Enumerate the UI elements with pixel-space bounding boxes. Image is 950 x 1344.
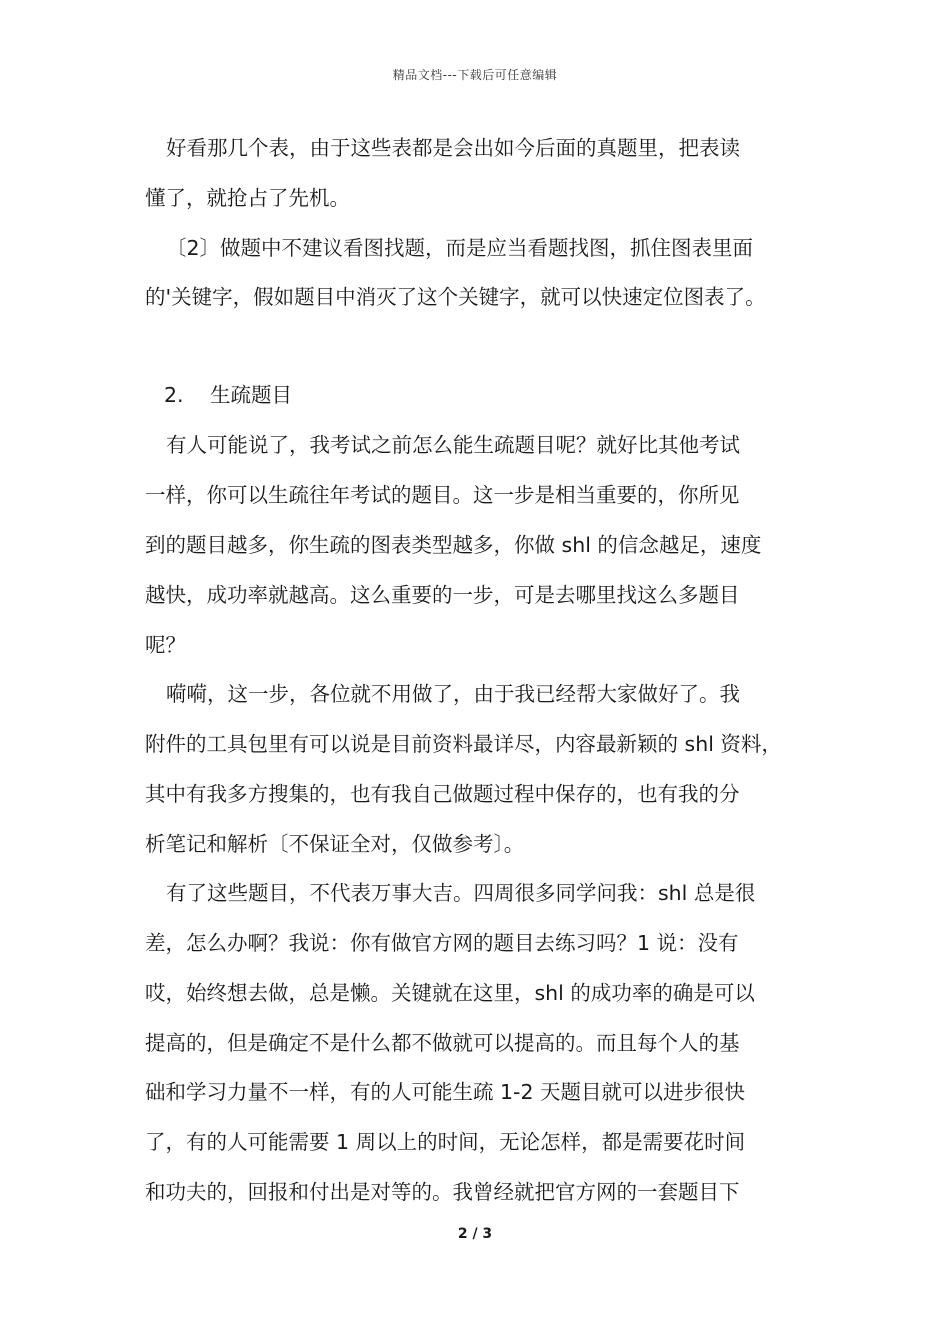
paragraph-line: 到的题目越多，你生疏的图表类型越多，你做 shl 的信念越足，速度 (145, 533, 762, 557)
paragraph-line: 和功夫的，回报和付出是对等的。我曾经就把官方网的一套题目下 (145, 1180, 740, 1204)
paragraph-line: 有了这些题目，不代表万事大吉。四周很多同学问我：shl 总是很 (166, 881, 756, 905)
section-number: 2. (164, 383, 184, 407)
paragraph-line: 了，有的人可能需要 1 周以上的时间，无论怎样，都是需要花时间 (145, 1130, 746, 1154)
paragraph-line: 越快，成功率就越高。这么重要的一步，可是去哪里找这么多题目 (145, 583, 740, 607)
page-header: 精品文档---下载后可任意编辑 (392, 68, 558, 82)
paragraph-line: 析笔记和解析〔不保证全对，仅做参考〕。 (145, 832, 525, 856)
section-heading: 生疏题目 (210, 383, 292, 407)
paragraph-line: 嗬嗬，这一步，各位就不用做了，由于我已经帮大家做好了。我 (166, 682, 740, 706)
paragraph-line: 础和学习力量不一样，有的人可能生疏 1-2 天题目就可以进步很快 (145, 1080, 746, 1104)
paragraph-line: 〔2〕做题中不建议看图找题，而是应当看题找图，抓住图表里面 (166, 236, 754, 260)
paragraph-line: 的'关键字，假如题目中消灭了这个关键字，就可以快速定位图表了。 (145, 285, 766, 309)
page-number: 2 / 3 (457, 1226, 493, 1242)
paragraph-line: 懂了，就抢占了先机。 (145, 186, 350, 210)
paragraph-line: 呢？ (145, 633, 186, 657)
paragraph-line: 有人可能说了，我考试之前怎么能生疏题目呢？就好比其他考试 (166, 433, 740, 457)
paragraph-line: 差，怎么办啊？我说：你有做官方网的题目去练习吗？1 说：没有 (145, 931, 739, 955)
paragraph-line: 其中有我多方搜集的，也有我自己做题过程中保存的，也有我的分 (145, 782, 740, 806)
paragraph-line: 一样，你可以生疏往年考试的题目。这一步是相当重要的，你所见 (145, 483, 740, 507)
paragraph-line: 好看那几个表，由于这些表都是会出如今后面的真题里，把表读 (166, 136, 740, 160)
paragraph-line: 附件的工具包里有可以说是目前资料最详尽，内容最新颖的 shl 资料， (145, 732, 782, 756)
paragraph-line: 提高的，但是确定不是什么都不做就可以提高的。而且每个人的基 (145, 1031, 740, 1055)
paragraph-line: 哎，始终想去做，总是懒。关键就在这里，shl 的成功率的确是可以 (145, 981, 755, 1005)
